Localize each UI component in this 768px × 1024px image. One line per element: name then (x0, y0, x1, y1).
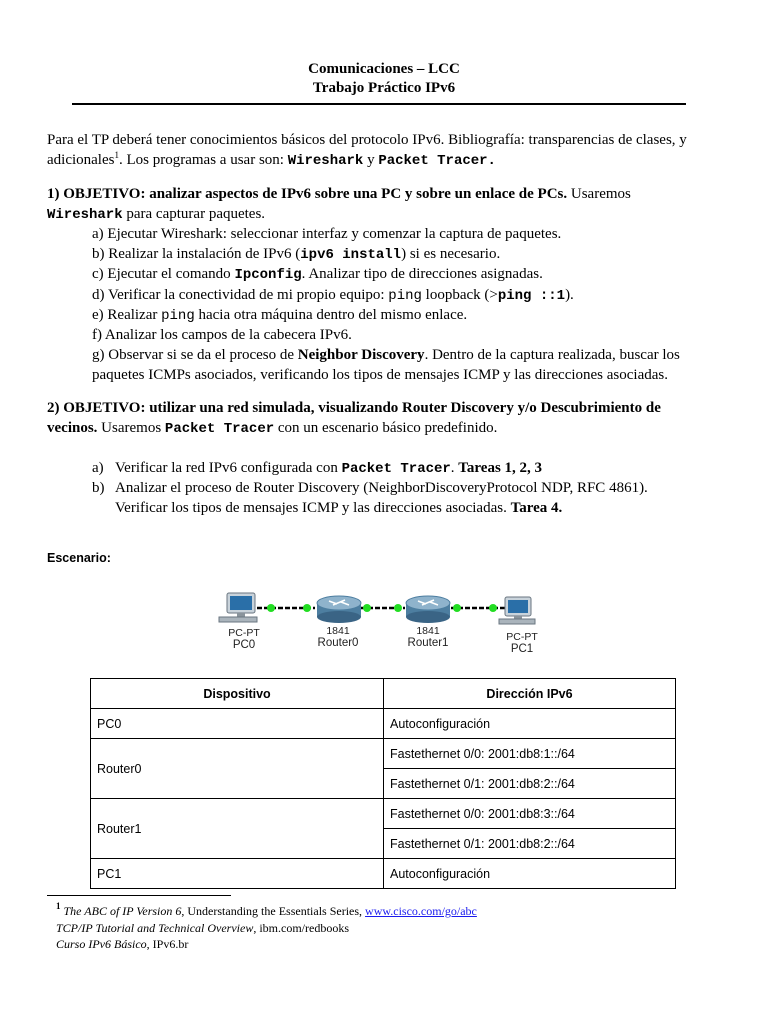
intro-paragraph: Para el TP deberá tener conocimientos básicos del protocolo IPv6. Bibliografía: transparencias de clases, y adicionales$^1$. Los programas a usar son: Wireshark y Packet Tracer. (47, 132, 687, 169)
header-rule (72, 103, 686, 105)
link-light-r1-right (453, 604, 461, 612)
link-light-r1-left (394, 604, 402, 612)
obj1-item-e: e) Realizar ping hacia otra máquina dentro del mismo enlace. (92, 307, 468, 324)
obj1-item-b: b) Realizar la instalación de IPv6 (ipv6 install) si es necesario. (92, 246, 501, 263)
pc1-label: PC-PT PC1 (506, 631, 538, 655)
router0-label: 1841 Router0 (317, 625, 359, 649)
footnote-ref-2: TCP/IP Tutorial and Technical Overview, ibm.com/redbooks (56, 921, 349, 935)
table-header-row (91, 679, 676, 709)
router1-icon (406, 596, 450, 623)
link-light-pc0 (267, 604, 275, 612)
obj2-item-a: a) Verificar la red IPv6 configurada con Packet Tracer. Tareas 1, 2, 3 (92, 460, 543, 477)
objective-2: 2) OBJETIVO: utilizar una red simulada, visualizando Router Discovery y/o Descubrimiento de vecinos. Usaremos Packet Tracer con un escenario básico predefinido. (47, 400, 661, 437)
pc0-label: PC-PT PC0 (228, 627, 260, 651)
pc1-icon (499, 597, 535, 624)
col-header-device: Dispositivo (91, 679, 384, 709)
address-table (90, 678, 676, 889)
table-row: Fastethernet 0/1: 2001:db8:2::/64 (91, 769, 676, 799)
footnote-ref-3: Curso IPv6 Básico, IPv6.br (56, 937, 189, 951)
table-row: PC0 Autoconfiguración (91, 709, 676, 739)
obj1-item-g: g) Observar si se da el proceso de Neighbor Discovery. Dentro de la captura realizada, buscar los paquetes ICMPs asociados, verificando los tipos de mensajes ICMP y las direcciones asociadas. (92, 347, 680, 383)
col-header-address: Dirección IPv6 (384, 679, 676, 709)
footnote-1: $^1$ The ABC of IP Version 6, Understanding the Essentials Series, www.cisco.com/go/abc (56, 901, 477, 918)
doc-title: Comunicaciones – LCC (308, 61, 460, 77)
footnote-rule (47, 895, 231, 896)
objective-1: 1) OBJETIVO: analizar aspectos de IPv6 sobre una PC y sobre un enlace de PCs. Usaremos Wireshark para capturar paquetes. (47, 186, 631, 223)
pc0-icon (219, 593, 257, 622)
table-row: Router0 Fastethernet 0/0: 2001:db8:1::/64 (91, 739, 676, 769)
doc-subtitle: Trabajo Práctico IPv6 (312, 80, 456, 96)
footnote-ref: 1 (114, 150, 119, 160)
router0-icon (317, 596, 361, 623)
table-row: PC1 Autoconfiguración (91, 859, 676, 889)
obj2-item-b: b) Analizar el proceso de Router Discovery (NeighborDiscoveryProtocol NDP, RFC 4861). Verificar los tipos de mensajes ICMP y las direcciones asociadas. Tarea 4. (92, 480, 648, 516)
obj1-item-d: d) Verificar la conectividad de mi propio equipo: ping loopback (>ping ::1). (92, 287, 574, 304)
obj1-item-a: a) Ejecutar Wireshark: seleccionar interfaz y comenzar la captura de paquetes. (92, 226, 562, 242)
obj1-item-c: c) Ejecutar el comando Ipconfig. Analizar tipo de direcciones asignadas. (92, 266, 543, 283)
link-light-r0-left (303, 604, 311, 612)
obj1-item-f: f) Analizar los campos de la cabecera IPv6. (92, 327, 352, 343)
table-row: Router1 Fastethernet 0/0: 2001:db8:3::/64 (91, 799, 676, 829)
link-light-pc1 (489, 604, 497, 612)
scenario-label: Escenario: (47, 551, 111, 565)
link-light-r0-right (363, 604, 371, 612)
router1-label: 1841 Router1 (407, 625, 449, 649)
table-row: Fastethernet 0/1: 2001:db8:2::/64 (91, 829, 676, 859)
cisco-link[interactable]: www.cisco.com/go/abc (365, 904, 477, 918)
